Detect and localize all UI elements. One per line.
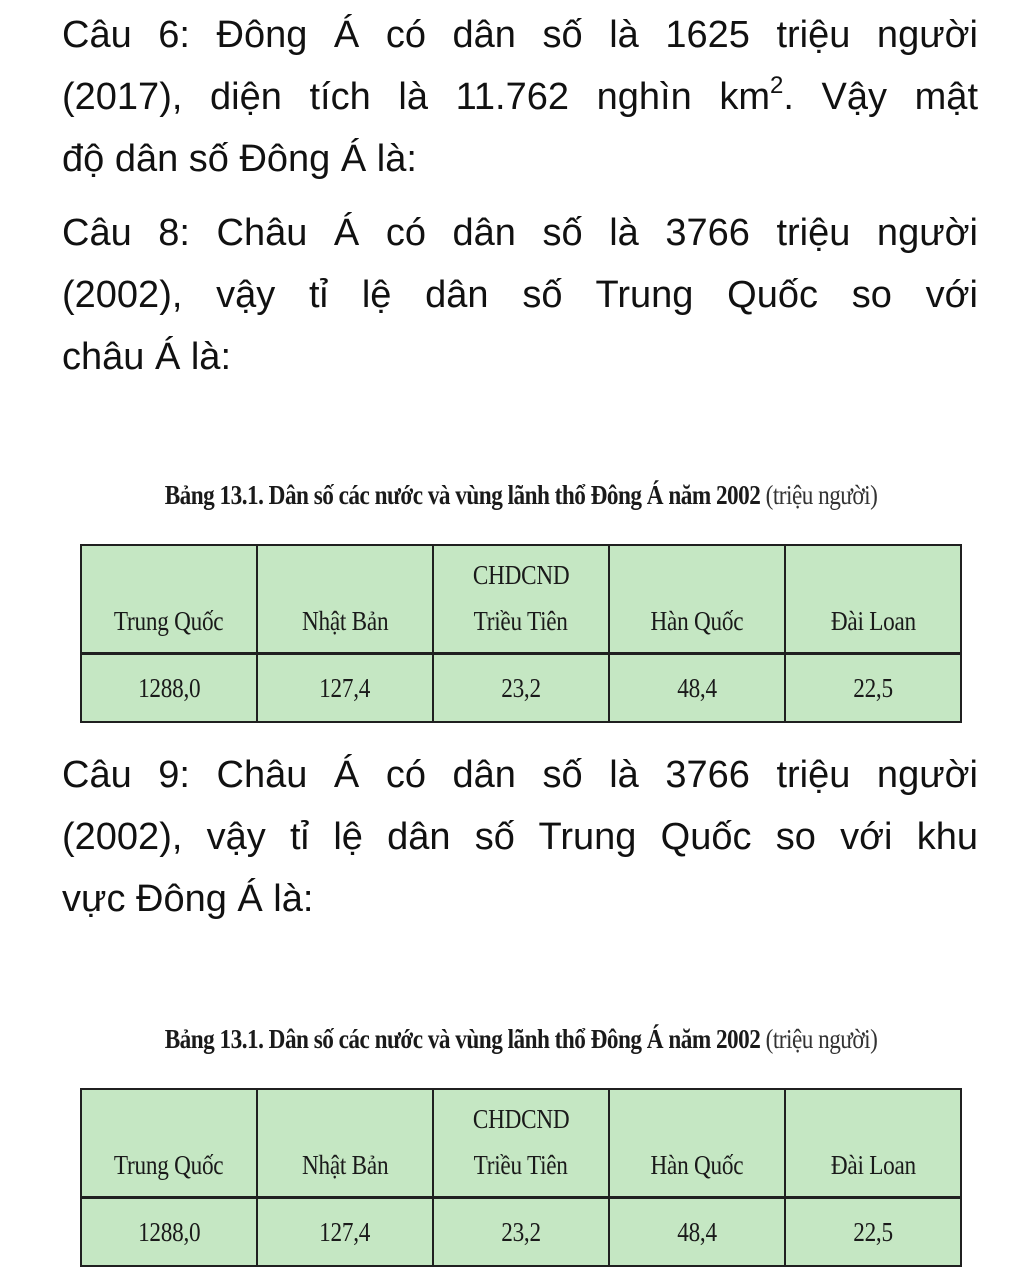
- value-cell: [785, 1198, 961, 1267]
- header-cell-dai-loan: [785, 545, 961, 654]
- question-8-line-1: Câu 8: Châu Á có dân số là 3766 triệu người: [62, 212, 978, 254]
- header-label-top: CHDCND: [472, 560, 570, 590]
- table-caption-title: Bảng 13.1. Dân số các nước và vùng lãnh thổ Đông Á năm 2002: [164, 1024, 761, 1054]
- value-cell: [785, 654, 961, 723]
- table-caption-title: Bảng 13.1. Dân số các nước và vùng lãnh thổ Đông Á năm 2002: [164, 480, 761, 510]
- value-cell: [609, 654, 785, 723]
- value-text: 22,5: [853, 673, 893, 703]
- population-table-2: [80, 1088, 962, 1267]
- value-text: 23,2: [501, 673, 541, 703]
- header-label: Đài Loan: [830, 606, 916, 636]
- header-label: Hàn Quốc: [650, 1150, 744, 1180]
- header-cell-trieu-tien: [433, 1089, 609, 1198]
- header-label: Hàn Quốc: [650, 606, 744, 636]
- question-9-line-3: vực Đông Á là:: [62, 878, 314, 920]
- header-label-top: CHDCND: [472, 1104, 570, 1134]
- value-cell: [433, 1198, 609, 1267]
- table-header-row: [81, 1089, 961, 1198]
- question-6-line-2-text: (2017), diện tích là 11.762 nghìn km: [62, 76, 770, 118]
- table-header-row: [81, 545, 961, 654]
- population-table-1: [80, 544, 962, 723]
- header-cell-han-quoc: [609, 1089, 785, 1198]
- question-6-line-2-tail: . Vậy mật: [783, 76, 978, 118]
- table-caption-unit: (triệu người): [765, 480, 878, 510]
- header-label: Trung Quốc: [114, 606, 224, 636]
- value-text: 1288,0: [137, 673, 201, 703]
- value-cell: [257, 1198, 433, 1267]
- question-8-line-3: châu Á là:: [62, 336, 231, 378]
- value-cell: [257, 654, 433, 723]
- value-text: 1288,0: [137, 1217, 201, 1247]
- header-label: Triều Tiên: [473, 606, 569, 636]
- header-label: Đài Loan: [830, 1150, 916, 1180]
- header-cell-trung-quoc: [81, 1089, 257, 1198]
- question-9-line-1: Câu 9: Châu Á có dân số là 3766 triệu người: [62, 754, 978, 796]
- question-6-line-3: độ dân số Đông Á là:: [62, 138, 417, 180]
- km-superscript: 2: [770, 72, 784, 99]
- header-label: Nhật Bản: [301, 606, 389, 636]
- value-text: 48,4: [677, 673, 717, 703]
- value-cell: [81, 654, 257, 723]
- value-cell: [433, 654, 609, 723]
- value-text: 127,4: [319, 1217, 371, 1247]
- question-6: [62, 4, 978, 190]
- header-label: Nhật Bản: [301, 1150, 389, 1180]
- value-text: 48,4: [677, 1217, 717, 1247]
- table-caption-2: [143, 1024, 898, 1055]
- question-9-line-2: (2002), vậy tỉ lệ dân số Trung Quốc so với khu: [62, 816, 978, 858]
- question-8: [62, 202, 978, 388]
- table-caption-1: [143, 480, 898, 511]
- question-6-line-2: [62, 66, 978, 128]
- value-text: 22,5: [853, 1217, 893, 1247]
- value-cell: [609, 1198, 785, 1267]
- header-label: Triều Tiên: [473, 1150, 569, 1180]
- value-text: 23,2: [501, 1217, 541, 1247]
- question-8-line-2: (2002), vậy tỉ lệ dân số Trung Quốc so với: [62, 274, 978, 316]
- header-cell-dai-loan: [785, 1089, 961, 1198]
- table-caption-unit: (triệu người): [765, 1024, 878, 1054]
- header-cell-han-quoc: [609, 545, 785, 654]
- value-text: 127,4: [319, 673, 371, 703]
- header-cell-trung-quoc: [81, 545, 257, 654]
- header-cell-trieu-tien: [433, 545, 609, 654]
- value-cell: [81, 1198, 257, 1267]
- table-row: [81, 1198, 961, 1267]
- question-9: [62, 744, 978, 930]
- header-cell-nhat-ban: [257, 545, 433, 654]
- header-cell-nhat-ban: [257, 1089, 433, 1198]
- question-6-line-1: Câu 6: Đông Á có dân số là 1625 triệu người: [62, 14, 978, 56]
- header-label: Trung Quốc: [114, 1150, 224, 1180]
- table-row: [81, 654, 961, 723]
